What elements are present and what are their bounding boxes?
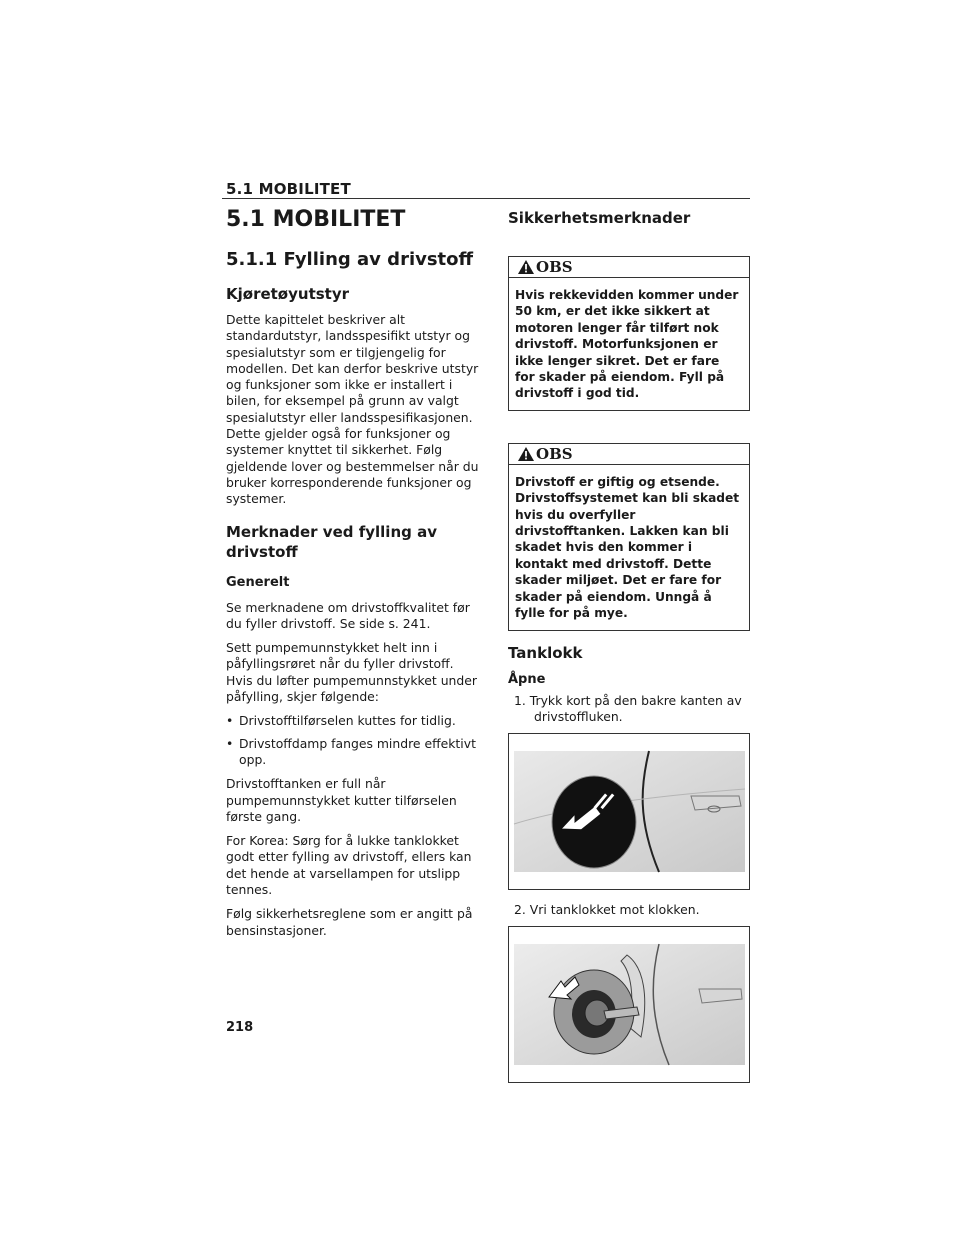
paragraph-safety-rules: Følg sikkerhetsreglene som er angitt på bensinstasjoner.: [226, 906, 473, 938]
running-head: 5.1 MOBILITET: [226, 180, 351, 198]
page-number: 218: [226, 1020, 254, 1035]
notice-header: [509, 257, 749, 278]
paragraph-korea: For Korea: Sørg for å lukke tanklokket godt etter fylling av drivstoff, ellers kan det hende at varsellampen for utslipp tennes.: [226, 833, 472, 898]
fuel-flap-illustration: [509, 734, 749, 889]
left-column: [226, 206, 480, 939]
notice-label: OBS: [536, 258, 573, 276]
safety-heading: Sikkerhetsmerknader: [508, 209, 691, 227]
figure-fuel-cap-turn: [508, 926, 750, 1083]
figure-fuel-flap-press: [508, 733, 750, 890]
fuel-cap-illustration: [509, 927, 749, 1082]
notice-label: OBS: [536, 444, 573, 463]
notice-header: [509, 444, 749, 465]
notes-heading: Merknader ved fylling av drivstoff: [226, 522, 437, 561]
notice-box-fuel-toxic: [508, 443, 750, 631]
list-item: • Drivstoffdamp fanges mindre effektivt opp.: [226, 735, 476, 767]
paragraph-nozzle: Sett pumpemunnstykket helt inn i påfyllingsrøret når du fyller drivstoff. Hvis du løfter pumpemunnstykket under påfylling, skjer følgende:: [226, 640, 477, 705]
step-2: 2. Vri tanklokket mot klokken.: [514, 902, 700, 918]
warning-triangle-icon: [517, 446, 535, 462]
general-heading: Generelt: [226, 574, 290, 590]
notice-box-range: [508, 256, 750, 411]
fuel-cap-heading: Tanklokk: [508, 643, 583, 662]
header-divider: [222, 198, 750, 199]
chapter-title: 5.1 MOBILITET: [226, 207, 406, 232]
paragraph-fuel-quality: Se merknadene om drivstoffkvalitet før du fyller drivstoff. Se side s. 241.: [226, 599, 470, 631]
list-item: • Drivstofftilførselen kuttes for tidlig.: [226, 713, 456, 729]
step-1: 1. Trykk kort på den bakre kanten av drivstoffluken.: [514, 692, 742, 724]
bullet-list: [226, 713, 480, 768]
section-title: 5.1.1 Fylling av drivstoff: [226, 249, 474, 270]
equipment-heading: Kjøretøyutstyr: [226, 285, 350, 303]
paragraph-tank-full: Drivstofftanken er full når pumpemunnstykket kutter tilførselen første gang.: [226, 776, 457, 824]
right-column: [508, 206, 750, 1083]
notice-text: Hvis rekkevidden kommer under 50 km, er det ikke sikkert at motoren lenger får tilført nok drivstoff. Motorfunksjonen er ikke lenger sikret. Det er fare for skader på eiendom. Fyll på drivstoff i god tid.: [515, 288, 739, 401]
equipment-text: Dette kapittelet beskriver alt standardutstyr, landsspesifikt utstyr og spesialutstyr som er tilgjengelig for modellen. Det kan derfor beskrive utstyr og funksjoner som ikke er installert i bilen, for eksempel på grunn av valgt spesialutstyr eller landsspesifikasjonen. Dette gjelder også for funksjoner og systemer knyttet til sikkerhet. Følg gjeldende lover og bestemmelser når du bruker korresponderende funksjoner og systemer.: [226, 312, 479, 507]
notice-text: Drivstoff er giftig og etsende. Drivstoffsystemet kan bli skadet hvis du overfyller drivstofftanken. Lakken kan bli skadet hvis den kommer i kontakt med drivstoff. Dette skader miljøet. Det er fare for skader på eiendom. Unngå å fylle for på mye.: [515, 474, 740, 621]
open-heading: Åpne: [508, 671, 546, 687]
warning-triangle-icon: [517, 259, 535, 275]
